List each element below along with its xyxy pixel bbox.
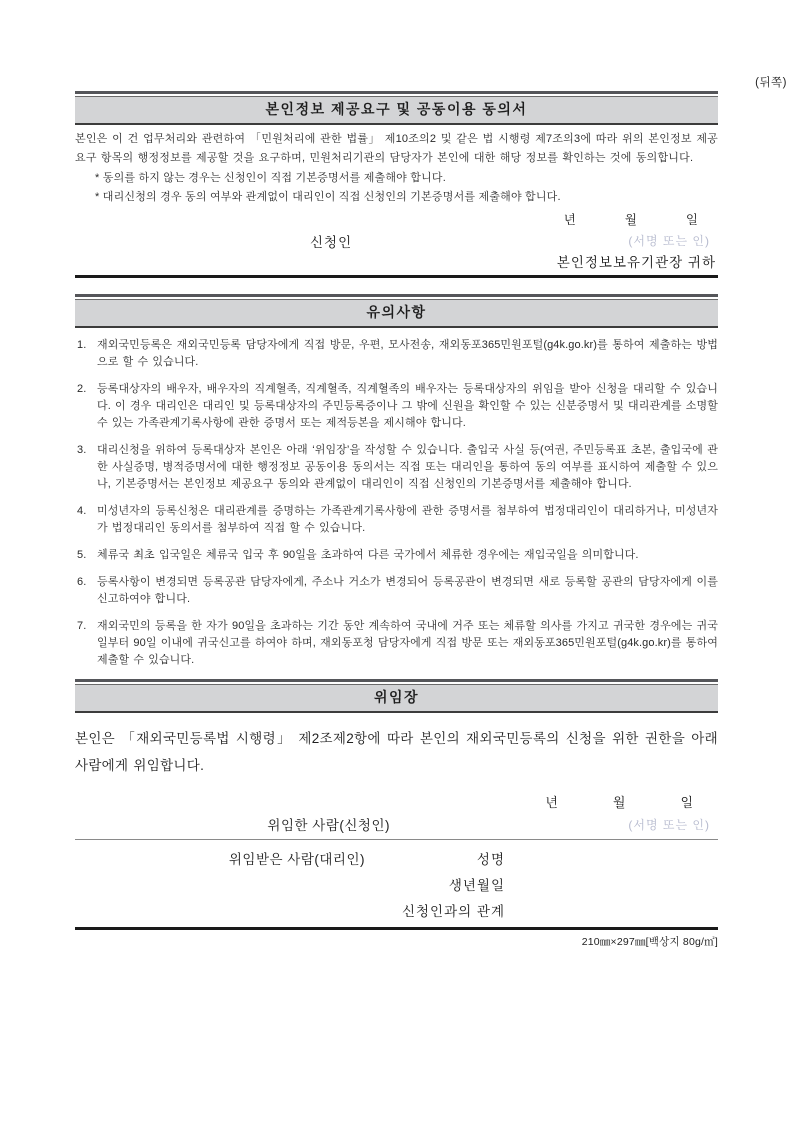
date-day-label: 일 — [685, 213, 698, 227]
notice-item-number: 5. — [77, 548, 87, 561]
notice-item-text: 등록사항이 변경되면 등록공관 담당자에게, 주소나 거소가 변경되어 등록공관이 변경되면 새로 등록할 공관의 담당자에게 이를 신고하여야 합니다. — [97, 575, 718, 605]
consent-body-text: 본인은 이 건 업무처리와 관련하여 「민원처리에 관한 법률」 제10조의2 및 같은 법 시행령 제7조의3에 따라 위의 본인정보 제공요구 항목의 행정정보를 제공할 것을 요구하며, 민원처리기관의 담당자가 본인에 대한 해당 정보를 확인하는 것에 동의합니다. — [75, 133, 718, 164]
notice-item-number: 7. — [77, 619, 87, 632]
delegate-row-name — [75, 845, 718, 871]
consent-section-bottom-rule — [75, 275, 718, 278]
notice-item-number: 6. — [77, 575, 87, 588]
notice-item-number: 1. — [77, 338, 87, 351]
notice-item-text: 등록대상자의 배우자, 배우자의 직계혈족, 직계혈족, 직계혈족의 배우자는 등록대상자의 위임을 받아 신청을 대리할 수 있습니다. 이 경우 대리인은 대리인 및 등록대상자의 주민등록증이나 그 밖에 신원을 확인할 수 있는 신분증명서 및 대리관계를 소명할 수 있는 가족관계기록사항에 관한 증명서 또는 제적등본을 제시해야 합니다. — [97, 382, 718, 429]
delegate-label: 위임받은 사람(대리인) — [228, 852, 365, 867]
notice-item — [75, 618, 718, 669]
consent-section-title: 본인정보 제공요구 및 공동이용 동의서 — [75, 96, 718, 125]
notice-item-number: 3. — [77, 443, 87, 456]
notice-item-text: 대리신청을 위하여 등록대상자 본인은 아래 ‘위임장’을 작성할 수 있습니다. 출입국 사실 등(여권, 주민등록표 초본, 출입국에 관한 사실증명, 병적증명서에 대한 행정정보 공동이용 동의서는 직접 또는 대리인을 통하여 동의 여부를 표시하여 제출할 수 있으나, 기본증명서는 본인정보 제공요구 동의와 관계없이 대리인이 직접 신청인의 기본증명서를 제출해야 합니다. — [97, 443, 718, 490]
page-side-label: (뒤쪽) — [755, 77, 787, 89]
notice-item-text: 미성년자의 등록신청은 대리관계를 증명하는 가족관계기록사항에 관한 증명서를 첨부하여 법정대리인이 대리하거나, 미성년자가 법정대리인 동의서를 첨부하여 직접 할 수 있습니다. — [97, 504, 718, 534]
consent-section-top-rule — [75, 91, 718, 94]
field-birthdate-label: 생년월일 — [448, 878, 505, 893]
signature-hint: (서명 또는 인) — [628, 234, 710, 248]
delegate-row-birthdate — [75, 871, 718, 897]
delegation-section-bottom-rule — [75, 927, 718, 930]
notice-list — [75, 337, 718, 669]
notice-item-number: 4. — [77, 504, 87, 517]
delegator-divider — [75, 839, 718, 840]
field-relationship-label: 신청인과의 관계 — [401, 904, 505, 919]
notice-item-text: 재외국민의 등록을 한 자가 90일을 초과하는 기간 동안 계속하여 국내에 거주 또는 체류할 의사를 가지고 귀국한 경우에는 귀국일부터 90일 이내에 귀국신고를 하여야 하며, 재외동포청 담당자에게 직접 방문 또는 재외동포365민원포털(g4k.go.kr)를 통하여 제출할 수 있습니다. — [97, 619, 718, 666]
delegation-date-row — [75, 792, 718, 811]
consent-note-1: * 동의를 하지 않는 경우는 신청인이 직접 기본증명서를 제출해야 합니다. — [95, 172, 446, 184]
delegate-row-relationship — [75, 897, 718, 923]
date-month-label: 월 — [612, 795, 626, 810]
notice-item — [75, 503, 718, 537]
delegator-label: 위임한 사람(신청인) — [267, 818, 390, 833]
field-name-label: 성명 — [476, 852, 505, 867]
applicant-label: 신청인 — [310, 235, 353, 250]
notice-section-title: 유의사항 — [75, 299, 718, 328]
delegation-section — [75, 679, 718, 949]
notice-item — [75, 547, 718, 564]
notice-item — [75, 442, 718, 493]
notice-item — [75, 337, 718, 371]
date-day-label: 일 — [680, 795, 693, 810]
signature-hint: (서명 또는 인) — [628, 818, 710, 832]
date-year-label: 년 — [563, 213, 576, 227]
delegation-section-top-rule — [75, 679, 718, 682]
delegator-signature-row — [75, 814, 718, 837]
notice-section-top-rule — [75, 294, 718, 297]
notice-item — [75, 381, 718, 432]
notice-item-text: 재외국민등록은 재외국민등록 담당자에게 직접 방문, 우편, 모사전송, 재외동포365민원포털(g4k.go.kr)를 통하여 제출하는 방법으로 할 수 있습니다. — [97, 338, 718, 368]
notice-section — [75, 294, 718, 669]
form-content — [75, 91, 718, 949]
notice-item-number: 2. — [77, 382, 87, 395]
date-month-label: 월 — [624, 213, 637, 227]
date-year-label: 년 — [545, 795, 558, 810]
delegate-info-rows — [75, 845, 718, 923]
paper-spec-note: 210㎜×297㎜[백상지 80g/㎡] — [581, 935, 718, 948]
consent-note-2: * 대리신청의 경우 동의 여부와 관계없이 대리인이 직접 신청인의 기본증명서를 제출해야 합니다. — [95, 190, 561, 203]
recipient-label: 본인정보보유기관장 귀하 — [556, 255, 716, 270]
consent-section — [75, 91, 718, 278]
notice-item — [75, 574, 718, 608]
delegation-section-title: 위임장 — [75, 684, 718, 713]
delegation-body-text: 본인은 「재외국민등록법 시행령」 제2조제2항에 따라 본인의 재외국민등록의 신청을 위한 권한을 아래 사람에게 위임합니다. — [75, 730, 718, 773]
consent-signature-row — [75, 229, 718, 250]
consent-date-row — [75, 210, 718, 228]
notice-item-text: 체류국 최초 입국일은 체류국 입국 후 90일을 초과하여 다른 국가에서 체류한 경우에는 재입국일을 의미합니다. — [97, 548, 639, 561]
